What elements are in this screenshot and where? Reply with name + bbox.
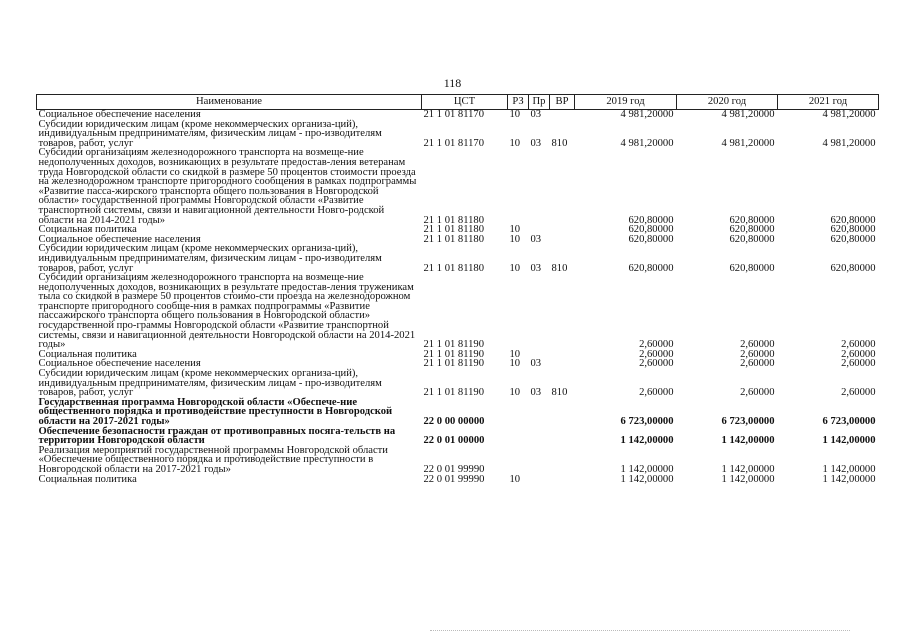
cell-pr bbox=[529, 398, 550, 427]
cell-rz: 10 bbox=[509, 233, 521, 245]
cell-vr bbox=[550, 148, 575, 225]
cell-name: Социальное обеспечение населения bbox=[38, 358, 201, 370]
cell-y2019: 2,60000 bbox=[639, 387, 674, 399]
cell-rz bbox=[508, 273, 529, 350]
cell-vr bbox=[550, 446, 575, 475]
cell-y2021: 620,80000 bbox=[830, 262, 876, 274]
cell-y2021: 1 142,00000 bbox=[822, 473, 876, 485]
cell-y2020: 2,60000 bbox=[740, 348, 775, 360]
cell-y2019: 4 981,20000 bbox=[620, 109, 674, 120]
cell-name: Реализация мероприятий государственной программы Новгородской области «Обеспечение общественного порядка и противодействие преступности в Новгородской области на 2017-2021 годы» bbox=[38, 444, 388, 475]
cell-y2021: 620,80000 bbox=[830, 233, 876, 245]
cell-rz bbox=[508, 398, 529, 427]
cell-name: Субсидии юридическим лицам (кроме некоммерческих организа-ций), индивидуальным предпринимателям, физическим лицам - про-изводителям товаров, работ, услуг bbox=[38, 243, 382, 274]
cell-rz: 10 bbox=[509, 137, 521, 149]
cell-cst: 21 1 01 81170 bbox=[423, 137, 485, 149]
cell-cst: 21 1 01 81180 bbox=[423, 214, 485, 226]
cell-y2021: 1 142,00000 bbox=[822, 463, 876, 475]
cell-y2020: 2,60000 bbox=[740, 339, 775, 351]
cell-y2021: 2,60000 bbox=[841, 358, 876, 370]
cell-name: Обеспечение безопасности граждан от противоправных посяга-тельств на территории Новгородской области bbox=[38, 425, 396, 447]
cell-y2020: 620,80000 bbox=[729, 224, 775, 236]
cell-rz: 10 bbox=[509, 224, 521, 236]
cell-rz: 10 bbox=[509, 473, 521, 485]
cell-y2020: 4 981,20000 bbox=[721, 137, 775, 149]
header-name: Наименование bbox=[37, 95, 422, 110]
table-row bbox=[37, 475, 879, 485]
cell-vr bbox=[550, 235, 575, 245]
table-row bbox=[37, 120, 879, 149]
cell-y2020: 2,60000 bbox=[740, 387, 775, 399]
cell-cst: 21 1 01 81180 bbox=[423, 224, 485, 236]
cell-y2020: 620,80000 bbox=[729, 214, 775, 226]
cell-name: Субсидии организациям железнодорожного транспорта на возмеще-ние недополученных доходов, возникающих в результате предостав-ления ветеранам труда Новгородской области со скидкой в размере 50 процентов стоимости проезда на железнодорожном транспорте пригородного сообщения в рамках подпрограммы «Развитие пасса-жирского транспорта общего пользования в Новгородской области» государственной программы Новгородской области «Развитие транспортной системы, связи и навигационной деятельности Новго-родской области на 2014-2021 годы» bbox=[38, 147, 417, 226]
cell-y2020: 1 142,00000 bbox=[721, 435, 775, 447]
header-2019: 2019 год bbox=[575, 95, 677, 110]
cell-y2019: 620,80000 bbox=[628, 233, 674, 245]
cell-rz: 10 bbox=[509, 348, 521, 360]
cell-y2021: 620,80000 bbox=[830, 224, 876, 236]
cell-cst: 21 1 01 81180 bbox=[423, 233, 485, 245]
cell-y2019: 2,60000 bbox=[639, 339, 674, 351]
cell-pr bbox=[529, 273, 550, 350]
cell-vr bbox=[550, 110, 575, 120]
cell-pr bbox=[529, 446, 550, 475]
table-row bbox=[37, 244, 879, 273]
cell-cst: 22 0 01 99990 bbox=[423, 473, 485, 485]
cell-y2019: 1 142,00000 bbox=[620, 473, 674, 485]
cell-y2020: 1 142,00000 bbox=[721, 463, 775, 475]
table-row bbox=[37, 273, 879, 350]
header-rz: РЗ bbox=[508, 95, 529, 110]
cell-cst: 21 1 01 81190 bbox=[423, 339, 485, 351]
table-header-row bbox=[37, 95, 879, 110]
cell-y2020: 2,60000 bbox=[740, 358, 775, 370]
cell-vr: 810 bbox=[551, 387, 568, 399]
table-row bbox=[37, 427, 879, 446]
cell-y2019: 1 142,00000 bbox=[620, 463, 674, 475]
cell-pr bbox=[529, 427, 550, 446]
cell-pr: 03 bbox=[530, 137, 542, 149]
scan-artifact bbox=[430, 630, 850, 633]
cell-name: Социальное обеспечение населения bbox=[38, 233, 201, 245]
cell-y2019: 4 981,20000 bbox=[620, 137, 674, 149]
header-pr: Пр bbox=[529, 95, 550, 110]
cell-cst: 21 1 01 81180 bbox=[423, 262, 485, 274]
cell-y2019: 2,60000 bbox=[639, 358, 674, 370]
cell-cst: 21 1 01 81190 bbox=[423, 358, 485, 370]
cell-y2021: 620,80000 bbox=[830, 214, 876, 226]
cell-y2019: 1 142,00000 bbox=[620, 435, 674, 447]
header-vr: ВР bbox=[550, 95, 575, 110]
cell-vr bbox=[550, 398, 575, 427]
cell-vr bbox=[550, 475, 575, 485]
header-2021: 2021 год bbox=[778, 95, 879, 110]
cell-y2020: 620,80000 bbox=[729, 262, 775, 274]
cell-y2021: 6 723,00000 bbox=[822, 416, 876, 427]
cell-name: Субсидии юридическим лицам (кроме некоммерческих организа-ций), индивидуальным предпринимателям, физическим лицам - про-изводителям товаров, работ, услуг bbox=[38, 118, 382, 149]
cell-vr bbox=[550, 350, 575, 360]
cell-pr: 03 bbox=[530, 358, 542, 370]
cell-name: Субсидии юридическим лицам (кроме некоммерческих организа-ций), индивидуальным предпринимателям, физическим лицам - про-изводителям товаров, работ, услуг bbox=[38, 368, 382, 399]
cell-name: Социальная политика bbox=[38, 348, 137, 360]
cell-y2020: 620,80000 bbox=[729, 233, 775, 245]
cell-rz: 10 bbox=[509, 262, 521, 274]
header-cst: ЦСТ bbox=[422, 95, 508, 110]
cell-rz bbox=[508, 427, 529, 446]
cell-y2019: 2,60000 bbox=[639, 348, 674, 360]
budget-table bbox=[36, 94, 879, 484]
cell-vr bbox=[550, 359, 575, 369]
table-row bbox=[37, 446, 879, 475]
cell-y2019: 6 723,00000 bbox=[620, 416, 674, 427]
cell-y2021: 2,60000 bbox=[841, 348, 876, 360]
cell-cst: 21 1 01 81190 bbox=[423, 387, 485, 399]
cell-y2020: 1 142,00000 bbox=[721, 473, 775, 485]
cell-cst: 21 1 01 81190 bbox=[423, 348, 485, 360]
cell-pr: 03 bbox=[530, 233, 542, 245]
cell-y2020: 6 723,00000 bbox=[721, 416, 775, 427]
cell-name: Субсидии организациям железнодорожного транспорта на возмеще-ние недополученных доходов, возникающих в результате предостав-ления труженикам тыла со скидкой в размере 50 процентов стоимо-сти проезда на железнодорожном транспорте пригородного сообще-ния в рамках подпрограммы «Развитие пассажирского транспорта общего пользования в Новгородской области» государственной про-граммы Новгородской области «Развитие транспортной системы, связи и навигационной деятельности Новгородской области на 2014-2021 годы» bbox=[38, 272, 416, 351]
cell-y2019: 620,80000 bbox=[628, 262, 674, 274]
cell-y2021: 2,60000 bbox=[841, 387, 876, 399]
cell-rz bbox=[508, 148, 529, 225]
table-row bbox=[37, 398, 879, 427]
cell-pr: 03 bbox=[530, 262, 542, 274]
cell-cst: 22 0 01 00000 bbox=[423, 435, 485, 447]
cell-rz bbox=[508, 446, 529, 475]
cell-vr bbox=[550, 225, 575, 235]
table-row bbox=[37, 369, 879, 398]
cell-y2021: 2,60000 bbox=[841, 339, 876, 351]
cell-y2020: 4 981,20000 bbox=[721, 109, 775, 120]
cell-cst: 22 0 00 00000 bbox=[423, 416, 485, 427]
cell-name: Социальная политика bbox=[38, 473, 137, 485]
page-number: 118 bbox=[443, 76, 462, 90]
cell-vr: 810 bbox=[551, 262, 568, 274]
cell-y2021: 4 981,20000 bbox=[822, 137, 876, 149]
cell-y2019: 620,80000 bbox=[628, 224, 674, 236]
cell-vr bbox=[550, 427, 575, 446]
cell-name: Социальное обеспечение населения bbox=[38, 109, 201, 120]
header-2020: 2020 год bbox=[677, 95, 778, 110]
cell-pr: 03 bbox=[530, 387, 542, 399]
cell-rz: 10 bbox=[509, 109, 521, 120]
table-row bbox=[37, 148, 879, 225]
cell-rz: 10 bbox=[509, 358, 521, 370]
cell-vr: 810 bbox=[551, 137, 568, 149]
cell-cst: 22 0 01 99990 bbox=[423, 463, 485, 475]
cell-rz: 10 bbox=[509, 387, 521, 399]
cell-cst: 21 1 01 81170 bbox=[423, 109, 485, 120]
cell-pr bbox=[529, 475, 550, 485]
cell-y2019: 620,80000 bbox=[628, 214, 674, 226]
cell-name: Государственная программа Новгородской области «Обеспече-ние общественного порядка и противодействие преступности в Новгородской области на 2017-2021 годы» bbox=[38, 396, 393, 427]
cell-y2021: 1 142,00000 bbox=[822, 435, 876, 447]
cell-pr: 03 bbox=[530, 109, 542, 120]
cell-y2021: 4 981,20000 bbox=[822, 109, 876, 120]
cell-pr bbox=[529, 148, 550, 225]
cell-vr bbox=[550, 273, 575, 350]
cell-name: Социальная политика bbox=[38, 224, 137, 236]
